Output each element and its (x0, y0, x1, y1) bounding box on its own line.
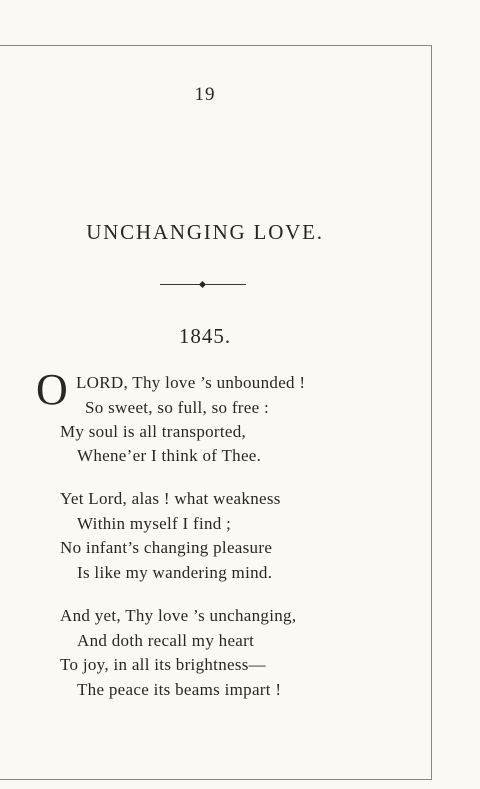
ornament-divider (160, 281, 246, 289)
page-number: 19 (194, 84, 216, 105)
drop-cap: O (36, 365, 68, 414)
poem-line: The peace its beams impart ! (77, 680, 282, 699)
ornament-diamond-icon (199, 281, 206, 288)
poem-line: So sweet, so full, so free : (85, 398, 270, 417)
poem-line: Yet Lord, alas ! what weakness (60, 489, 281, 508)
poem-line: Is like my wandering mind. (77, 563, 273, 582)
bottom-border-line (0, 779, 432, 780)
poem-line: Whene’er I think of Thee. (77, 446, 262, 465)
poem-line: To joy, in all its brightness— (60, 655, 266, 674)
poem-line: LORD, Thy love ’s unbounded ! (76, 373, 306, 392)
poem-line: And yet, Thy love ’s unchanging, (60, 606, 297, 625)
ornament-line-right (206, 284, 246, 285)
poem-line: Within myself I find ; (77, 514, 232, 533)
ornament-line-left (160, 284, 200, 285)
right-border-line (431, 45, 432, 779)
poem-line: No infant’s changing pleasure (60, 538, 273, 557)
poem-date: 1845. (178, 324, 232, 348)
top-border-line (0, 45, 432, 46)
poem-line: My soul is all transported, (60, 422, 247, 441)
poem-title: UNCHANGING LOVE. (86, 220, 324, 244)
poem-line: And doth recall my heart (77, 631, 255, 650)
